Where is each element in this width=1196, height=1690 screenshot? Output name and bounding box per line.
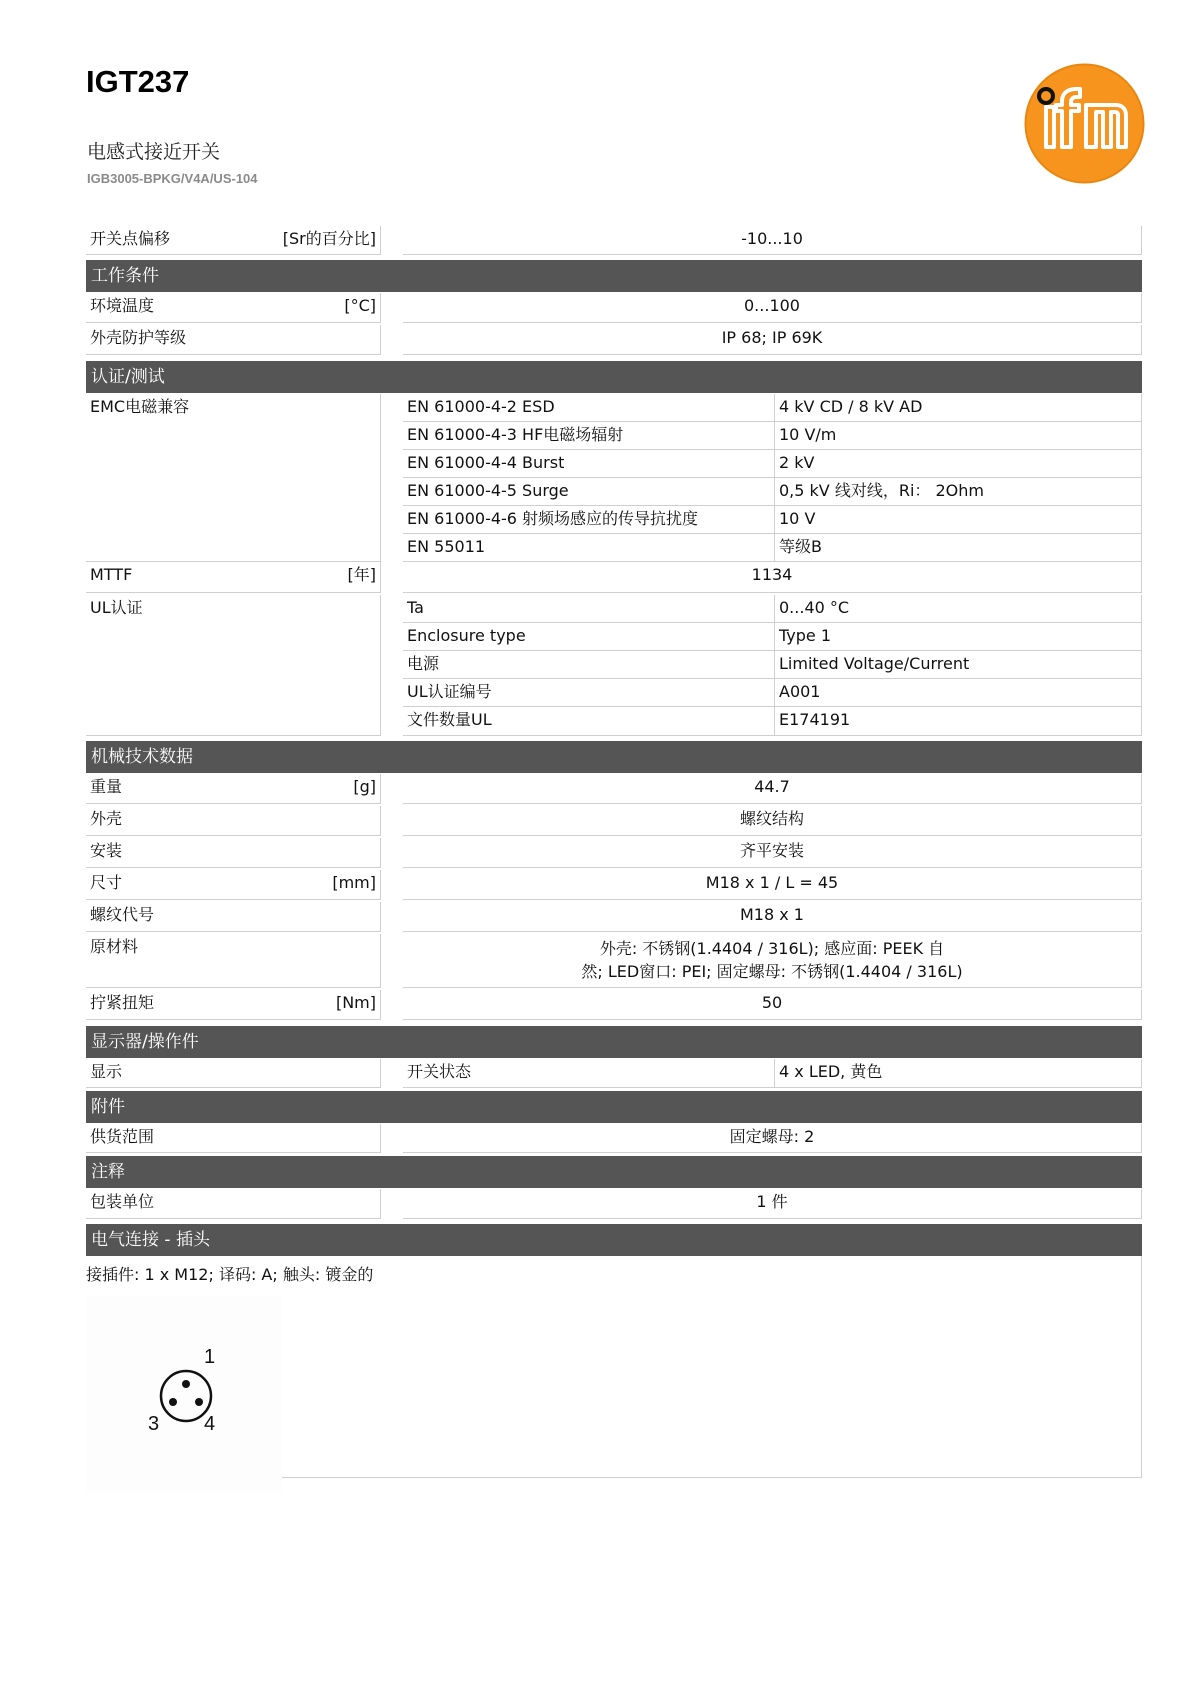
section-electrical-connection: 电气连接 - 插头 <box>86 1224 1142 1256</box>
mounting-label: 安装 <box>86 838 381 868</box>
weight-name: 重量 <box>90 777 123 796</box>
ifm-logo <box>1024 63 1145 184</box>
weight-label <box>86 774 381 804</box>
emc-value: 10 V <box>775 506 1142 534</box>
switching-offset-unit: [Sr的百分比] <box>282 229 376 248</box>
section-mechanical-data: 机械技术数据 <box>86 741 1142 773</box>
section-operating-conditions: 工作条件 <box>86 260 1142 292</box>
ul-value: E174191 <box>775 707 1142 736</box>
page-title: IGT237 <box>86 64 190 99</box>
thread-label: 螺纹代号 <box>86 902 381 932</box>
scope-of-delivery-label: 供货范围 <box>86 1124 381 1153</box>
ambient-temperature-value: 0...100 <box>403 293 1142 323</box>
ul-key: 电源 <box>403 651 775 679</box>
ul-key: Ta <box>403 595 775 623</box>
packaging-unit-label: 包装单位 <box>86 1189 381 1219</box>
emc-value: 10 V/m <box>775 422 1142 450</box>
ul-approval-label: UL认证 <box>86 595 381 736</box>
housing-label: 外壳 <box>86 806 381 836</box>
connector-pin-diagram <box>86 1296 282 1492</box>
ul-key: 文件数量UL <box>403 707 775 736</box>
emc-value: 等级B <box>775 534 1142 562</box>
materials-line-1: 外壳: 不锈钢(1.4404 / 316L); 感应面: PEEK 自 <box>599 939 945 958</box>
connector-description: 接插件: 1 x M12; 译码: A; 触头: 镀金的 <box>86 1265 374 1284</box>
pin-4 <box>195 1398 203 1406</box>
dimensions-name: 尺寸 <box>90 873 123 892</box>
ul-key: Enclosure type <box>403 623 775 651</box>
protection-rating-label: 外壳防护等级 <box>86 325 381 355</box>
pin-label-1: 1 <box>204 1346 216 1368</box>
emc-standard: EN 61000-4-2 ESD <box>403 394 775 422</box>
mttf-unit: [年] <box>347 565 376 584</box>
thread-value: M18 x 1 <box>403 902 1142 932</box>
mounting-value: 齐平安装 <box>403 838 1142 868</box>
emc-value: 4 kV CD / 8 kV AD <box>775 394 1142 422</box>
ul-value: 0...40 °C <box>775 595 1142 623</box>
emc-label: EMC电磁兼容 <box>86 394 381 562</box>
torque-label <box>86 990 381 1020</box>
ambient-temperature-label <box>86 293 381 323</box>
pin-1 <box>182 1380 190 1388</box>
dimensions-label <box>86 870 381 900</box>
ul-value: A001 <box>775 679 1142 707</box>
emc-standard: EN 55011 <box>403 534 775 562</box>
mttf-name: MTTF <box>90 565 133 584</box>
display-key: 开关状态 <box>403 1059 775 1088</box>
weight-value: 44.7 <box>403 774 1142 804</box>
housing-value: 螺纹结构 <box>403 806 1142 836</box>
ul-value: Type 1 <box>775 623 1142 651</box>
emc-value: 2 kV <box>775 450 1142 478</box>
emc-standard: EN 61000-4-3 HF电磁场辐射 <box>403 422 775 450</box>
emc-value: 0,5 kV 线对线，Ri： 2Ohm <box>775 478 1142 506</box>
pin-label-4: 4 <box>204 1413 216 1435</box>
materials-label: 原材料 <box>86 934 381 988</box>
weight-unit: [g] <box>353 777 376 796</box>
materials-line-2: 然; LED窗口: PEI; 固定螺母: 不锈钢(1.4404 / 316L) <box>581 962 963 981</box>
dimensions-unit: [mm] <box>332 873 376 892</box>
display-value: 4 x LED, 黄色 <box>775 1059 1142 1088</box>
ul-key: UL认证编号 <box>403 679 775 707</box>
protection-rating-value: IP 68; IP 69K <box>403 325 1142 355</box>
switching-offset-label <box>86 226 381 255</box>
mttf-value: 1134 <box>403 562 1142 593</box>
scope-of-delivery-value: 固定螺母: 2 <box>403 1124 1142 1153</box>
product-description: 电感式接近开关 <box>87 141 221 163</box>
article-code: IGB3005-BPKG/V4A/US-104 <box>87 171 258 186</box>
mttf-label <box>86 562 381 593</box>
section-remarks: 注释 <box>86 1156 1142 1188</box>
section-display: 显示器/操作件 <box>86 1026 1142 1058</box>
switching-offset-value: -10...10 <box>403 226 1142 255</box>
torque-unit: [Nm] <box>335 993 376 1012</box>
pin-label-3: 3 <box>148 1413 160 1435</box>
switching-offset-name: 开关点偏移 <box>90 229 171 248</box>
torque-value: 50 <box>403 990 1142 1020</box>
packaging-unit-value: 1 件 <box>403 1189 1142 1219</box>
pin-3 <box>169 1398 177 1406</box>
section-accessories: 附件 <box>86 1091 1142 1123</box>
section-tests: 认证/测试 <box>86 361 1142 393</box>
materials-value <box>403 934 1142 988</box>
dimensions-value: M18 x 1 / L = 45 <box>403 870 1142 900</box>
emc-standard: EN 61000-4-6 射频场感应的传导抗扰度 <box>403 506 775 534</box>
emc-standard: EN 61000-4-5 Surge <box>403 478 775 506</box>
ul-value: Limited Voltage/Current <box>775 651 1142 679</box>
ambient-temperature-unit: [°C] <box>344 296 376 315</box>
ambient-temperature-name: 环境温度 <box>90 296 155 315</box>
torque-name: 拧紧扭矩 <box>90 993 155 1012</box>
emc-standard: EN 61000-4-4 Burst <box>403 450 775 478</box>
display-label: 显示 <box>86 1059 381 1088</box>
